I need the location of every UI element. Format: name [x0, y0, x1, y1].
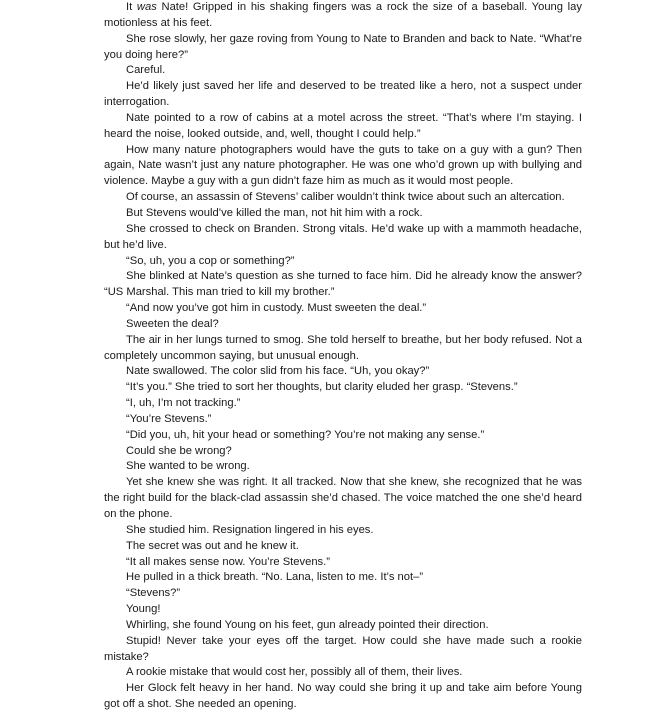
paragraph: “And now you’ve got him in custody. Must sweeten the deal.” [126, 302, 427, 315]
paragraph: Stupid! Never take your eyes off the target. How could she have made such a rookie mistake? [104, 634, 582, 663]
paragraph: A rookie mistake that would cost her, possibly all of them, their lives. [126, 666, 463, 679]
paragraph: “Stevens?” [126, 587, 181, 600]
paragraph-text: It [126, 1, 137, 13]
paragraph: “You’re Stevens.” [126, 412, 212, 425]
paragraph: The air in her lungs turned to smog. She told herself to breathe, but her body refused. Not a completely uncommon saying, but unusual enough. [104, 333, 582, 362]
paragraph: How many nature photographers would have the guts to take on a guy with a gun? Then again, Nate wasn’t just any nature photographer. He was one who’d grown up with bullying and violence. Maybe a guy with a gun didn’t faze him as much as it would most people. [104, 143, 582, 188]
paragraph: “Did you, uh, hit your head or something? You’re not making any sense.” [126, 428, 485, 441]
document-page [104, 0, 582, 713]
paragraph: She crossed to check on Branden. Strong vitals. He’d wake up with a mammoth headache, but he’d live. [104, 222, 582, 251]
paragraph: “It all makes sense now. You’re Stevens.” [126, 555, 330, 568]
paragraph: Whirling, she found Young on his feet, gun already pointed their direction. [126, 618, 489, 631]
paragraph: The secret was out and he knew it. [126, 539, 299, 552]
paragraph: Nate pointed to a row of cabins at a motel across the street. “That’s where I’m staying. I heard the noise, looked outside, and, well, thought I could help.” [104, 111, 582, 140]
paragraph: She wanted to be wrong. [126, 460, 250, 473]
paragraph: “So, uh, you a cop or something?” [126, 254, 295, 267]
paragraph: Careful. [126, 64, 166, 77]
paragraph: Of course, an assassin of Stevens’ caliber wouldn’t think twice about such an altercation. [126, 191, 565, 204]
paragraph: But Stevens would’ve killed the man, not hit him with a rock. [126, 206, 423, 219]
paragraph-text: Nate! Gripped in his shaking fingers was a rock the size of a baseball. Young lay motionless at his feet. [104, 1, 582, 29]
paragraph: She blinked at Nate’s question as she turned to face him. Did he already know the answer? “US Marshal. This man tried to kill my brother.” [104, 270, 582, 299]
paragraph: Sweeten the deal? [126, 317, 219, 330]
paragraph: He’d likely just saved her life and deserved to be treated like a hero, not a suspect under interrogation. [104, 80, 582, 109]
paragraph: Could she be wrong? [126, 444, 232, 457]
paragraph: Young! [126, 603, 161, 616]
paragraph: Her Glock felt heavy in her hand. No way could she bring it up and take aim before Young got off a shot. She needed an opening. [104, 682, 582, 711]
emphasis-text: was [136, 1, 157, 13]
paragraph: She rose slowly, her gaze roving from Young to Nate to Branden and back to Nate. “What’re you doing here?” [104, 32, 582, 61]
paragraph: “I, uh, I’m not tracking.” [126, 397, 241, 410]
paragraph: Yet she knew she was right. It all tracked. Now that she knew, she recognized that he was the right build for the black-clad assassin she’d chased. The voice matched the one she’d heard on the phone. [104, 476, 582, 520]
paragraph: Nate swallowed. The color slid from his face. “Uh, you okay?” [126, 365, 430, 378]
paragraph: “It’s you.” She tried to sort her thoughts, but clarity eluded her grasp. “Stevens.” [126, 381, 518, 394]
paragraph [104, 0, 582, 32]
paragraph: She studied him. Resignation lingered in his eyes. [126, 523, 374, 536]
paragraph: He pulled in a thick breath. “No. Lana, listen to me. It’s not–” [126, 571, 424, 584]
